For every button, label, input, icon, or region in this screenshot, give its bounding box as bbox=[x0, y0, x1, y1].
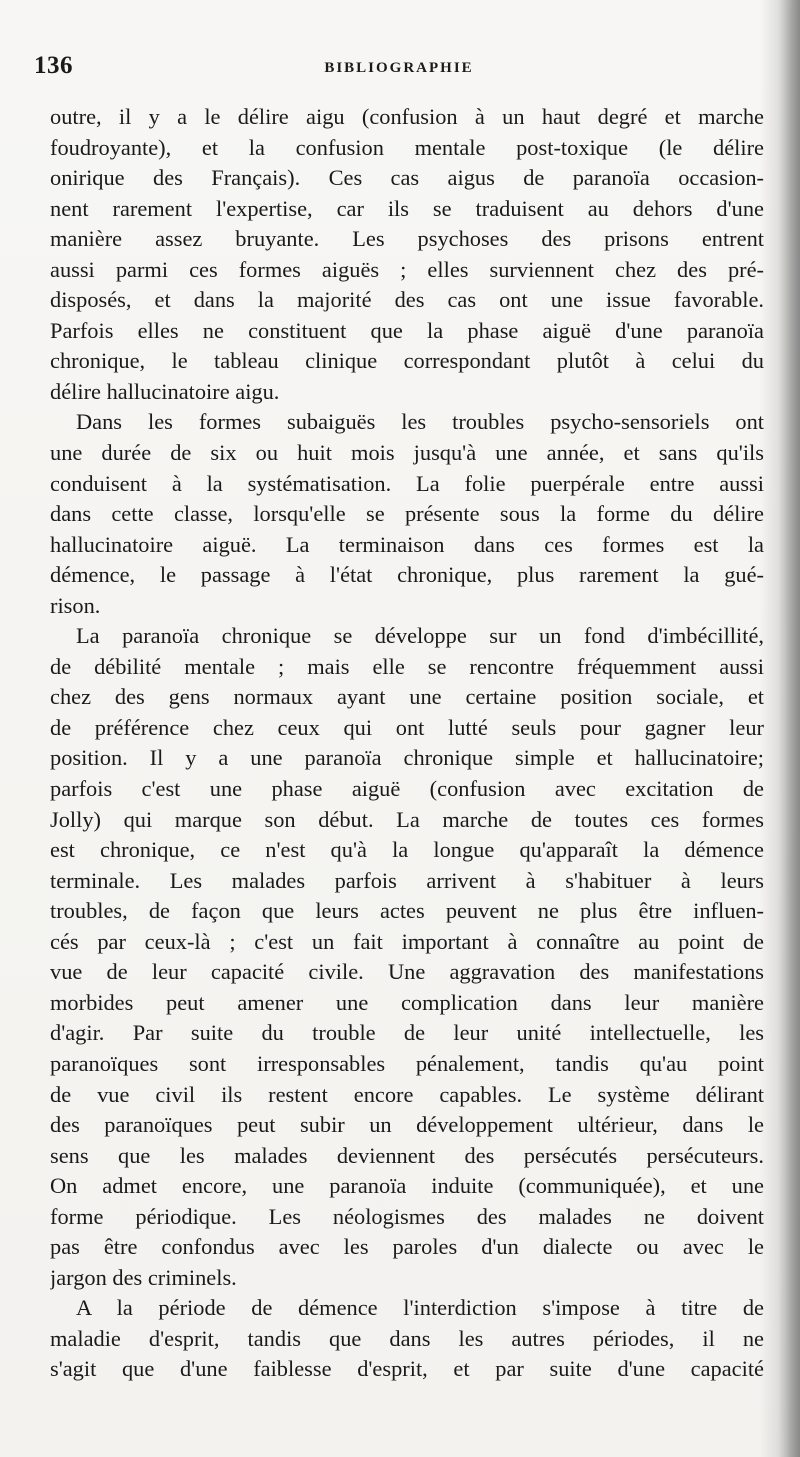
text-line: parfois c'est une phase aiguë (confusion avec excitation de bbox=[50, 776, 764, 802]
text-line: démence, le passage à l'état chronique, plus rarement la gué- bbox=[50, 562, 764, 588]
text-line: forme périodique. Les néologismes des malades ne doivent bbox=[50, 1203, 764, 1229]
text-line: délire hallucinatoire aigu. bbox=[50, 378, 280, 404]
text-line: cés par ceux-là ; c'est un fait important à connaître au point de bbox=[50, 928, 764, 954]
text-line: aussi parmi ces formes aiguës ; elles surviennent chez des pré- bbox=[50, 256, 764, 282]
text-line: disposés, et dans la majorité des cas ont une issue favorable. bbox=[50, 287, 764, 313]
text-line: onirique des Français). Ces cas aigus de paranoïa occasion- bbox=[50, 165, 764, 191]
text-line: hallucinatoire aiguë. La terminaison dans ces formes est la bbox=[50, 531, 764, 557]
text-line: vue de leur capacité civile. Une aggravation des manifestations bbox=[50, 959, 764, 985]
text-line: de débilité mentale ; mais elle se rencontre fréquemment aussi bbox=[50, 653, 764, 679]
text-line: paranoïques sont irresponsables pénalement, tandis qu'au point bbox=[50, 1050, 764, 1076]
text-line: de vue civil ils restent encore capables. Le système délirant bbox=[50, 1081, 764, 1107]
text-line: rison. bbox=[50, 592, 101, 618]
text-line: chronique, le tableau clinique correspondant plutôt à celui du bbox=[50, 348, 764, 374]
text-line: conduisent à la systématisation. La folie puerpérale entre aussi bbox=[50, 470, 764, 496]
body-text bbox=[50, 102, 764, 1385]
text-line: maladie d'esprit, tandis que dans les autres périodes, il ne bbox=[50, 1325, 764, 1351]
text-line: Parfois elles ne constituent que la phase aiguë d'une paranoïa bbox=[50, 317, 764, 343]
page-header bbox=[34, 52, 764, 88]
text-line: position. Il y a une paranoïa chronique simple et hallucinatoire; bbox=[50, 745, 764, 771]
text-line: sens que les malades deviennent des persécutés persécuteurs. bbox=[50, 1142, 764, 1168]
text-line: A la période de démence l'interdiction s'impose à titre de bbox=[76, 1295, 764, 1321]
text-line: jargon des criminels. bbox=[50, 1264, 237, 1290]
running-title: BIBLIOGRAPHIE bbox=[324, 60, 474, 76]
text-line: morbides peut amener une complication dans leur manière bbox=[50, 989, 764, 1015]
text-line: de préférence chez ceux qui ont lutté seuls pour gagner leur bbox=[50, 714, 764, 740]
text-line: dans cette classe, lorsqu'elle se présente sous la forme du délire bbox=[50, 501, 764, 527]
text-line: La paranoïa chronique se développe sur un fond d'imbécillité, bbox=[76, 623, 764, 649]
text-line: pas être confondus avec les paroles d'un dialecte ou avec le bbox=[50, 1234, 764, 1260]
text-line: Dans les formes subaiguës les troubles psycho-sensoriels ont bbox=[76, 409, 764, 435]
text-line: chez des gens normaux ayant une certaine position sociale, et bbox=[50, 684, 764, 710]
text-line: des paranoïques peut subir un développement ultérieur, dans le bbox=[50, 1112, 764, 1138]
text-line: terminale. Les malades parfois arrivent à s'habituer à leurs bbox=[50, 867, 764, 893]
page-number: 136 bbox=[34, 52, 73, 79]
text-line: une durée de six ou huit mois jusqu'à une année, et sans qu'ils bbox=[50, 440, 764, 466]
text-line: s'agit que d'une faiblesse d'esprit, et par suite d'une capacité bbox=[50, 1356, 764, 1382]
text-line: d'agir. Par suite du trouble de leur unité intellectuelle, les bbox=[50, 1020, 764, 1046]
text-line: manière assez bruyante. Les psychoses des prisons entrent bbox=[50, 226, 764, 252]
text-line: nent rarement l'expertise, car ils se traduisent au dehors d'une bbox=[50, 195, 764, 221]
page-edge-shadow bbox=[778, 0, 800, 1457]
text-line: foudroyante), et la confusion mentale post-toxique (le délire bbox=[50, 134, 764, 160]
text-line: On admet encore, une paranoïa induite (communiquée), et une bbox=[50, 1173, 764, 1199]
text-line: troubles, de façon que leurs actes peuvent ne plus être influen- bbox=[50, 898, 764, 924]
text-line: est chronique, ce n'est qu'à la longue qu'apparaît la démence bbox=[50, 837, 764, 863]
text-line: outre, il y a le délire aigu (confusion à un haut degré et marche bbox=[50, 104, 764, 129]
text-line: Jolly) qui marque son début. La marche de toutes ces formes bbox=[50, 806, 764, 832]
